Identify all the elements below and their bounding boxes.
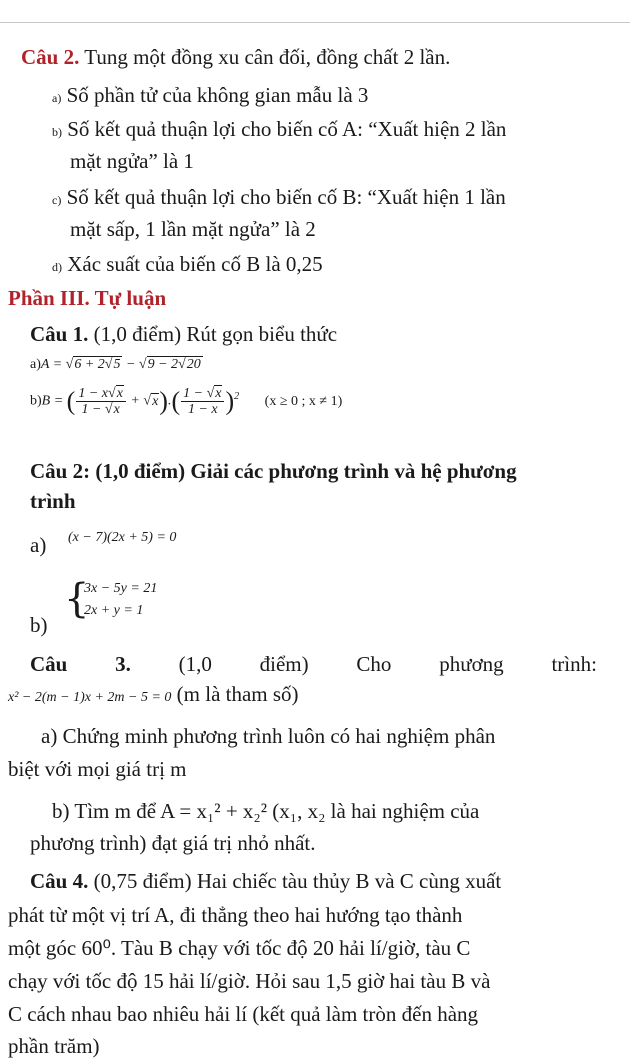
option-text: Số kết quả thuận lợi cho biến cố A: “Xuất hiện 2 lần (67, 117, 507, 141)
c1-a-label: a) (30, 357, 41, 372)
c3-word: (1,0 (178, 652, 212, 676)
option-text: Số kết quả thuận lợi cho biến cố B: “Xuất hiện 1 lần (66, 185, 506, 209)
c3-equation: x² − 2(m − 1)x + 2m − 5 = 0 (8, 690, 172, 705)
top-divider (0, 22, 630, 23)
q2-option-c-cont: mặt sấp, 1 lần mặt ngửa” là 2 (70, 217, 316, 241)
q2-title (21, 44, 450, 70)
q2-option-b-cont: mặt ngửa” là 1 (70, 149, 194, 173)
option-label: a) (52, 91, 62, 105)
option-label: c) (52, 193, 62, 207)
c3-word: Câu (30, 652, 68, 676)
option-label: b) (52, 125, 62, 139)
c3-equation-line (8, 681, 299, 711)
c4-text: (0,75 điểm) Hai chiếc tàu thủy B và C cùng xuất (88, 869, 502, 893)
c1-b-label: b) (30, 393, 42, 409)
c3-a-line1: a) Chứng minh phương trình luôn có hai nghiệm phân (41, 724, 496, 748)
c2-title-line1: Câu 2: (1,0 điểm) Giải các phương trình và hệ phương (30, 459, 517, 483)
c1-bold: Câu 1. (30, 322, 89, 346)
c3-word: trình: (551, 652, 597, 676)
option-label: d) (52, 260, 62, 274)
c4-line5: C cách nhau bao nhiêu hải lí (kết quả làm tròn đến hàng (8, 1002, 479, 1026)
q2-option-c (52, 184, 506, 213)
c1-text: (1,0 điểm) Rút gọn biểu thức (88, 322, 338, 346)
c1-a-expression: a)A = √6 + 2√5 − √9 − 2√20 (30, 357, 201, 372)
part3-heading: Phần III. Tự luận (8, 286, 167, 310)
q2-option-d (52, 251, 323, 280)
q2-title-text: Tung một đồng xu cân đối, đồng chất 2 lần. (79, 45, 451, 69)
option-text: Số phần tử của không gian mẫu là 3 (66, 83, 369, 107)
c4-line1 (30, 868, 501, 894)
c3-word: Cho (356, 652, 392, 676)
c2-b-equation2: 2x + y = 1 (84, 603, 144, 618)
c4-line6: phần trăm) (8, 1034, 100, 1058)
system-brace: { (64, 576, 90, 622)
c3-b-line2: phương trình) đạt giá trị nhỏ nhất. (30, 831, 316, 855)
c3-param: (m là tham số) (171, 682, 299, 706)
q2-option-b (52, 116, 506, 145)
c3-title (30, 651, 597, 677)
q2-title-bold: Câu 2. (21, 45, 80, 69)
c1-b-condition: (x ≥ 0 ; x ≠ 1) (264, 393, 343, 409)
c2-b-label: b) (30, 613, 48, 637)
c1-b-expression: b)B = ( $\frac{1 - x√x}{1 - √x}$ + √x).( $\frac{1 - √x}{1 - x}$ )$^2$ (x ≥ 0 ; x ≠ 1) (30, 386, 343, 417)
c3-word: 3. (115, 652, 131, 676)
c3-b-line1: b) Tìm m để A = x₁² + x₂² (x₁, x₂ là hai nghiệm của (52, 799, 480, 823)
c4-line2: phát từ một vị trí A, đi thẳng theo hai hướng tạo thành (8, 903, 463, 927)
c4-line4: chạy với tốc độ 15 hải lí/giờ. Hỏi sau 1,5 giờ hai tàu B và (8, 969, 491, 993)
c1-title (30, 321, 337, 347)
c2-a-equation: (x − 7)(2x + 5) = 0 (68, 530, 177, 545)
option-text: Xác suất của biến cố B là 0,25 (67, 252, 323, 276)
c3-word: phương (439, 652, 504, 676)
c3-word: điểm) (259, 652, 309, 676)
c2-title-line2: trình (30, 489, 76, 513)
c3-a-line2: biệt với mọi giá trị m (8, 757, 187, 781)
c4-bold: Câu 4. (30, 869, 89, 893)
c4-line3: một góc 60⁰. Tàu B chạy với tốc độ 20 hải lí/giờ, tàu C (8, 936, 471, 960)
q2-option-a (52, 82, 368, 111)
c2-a-label: a) (30, 533, 47, 557)
c2-b-equation1: 3x − 5y = 21 (84, 581, 158, 596)
